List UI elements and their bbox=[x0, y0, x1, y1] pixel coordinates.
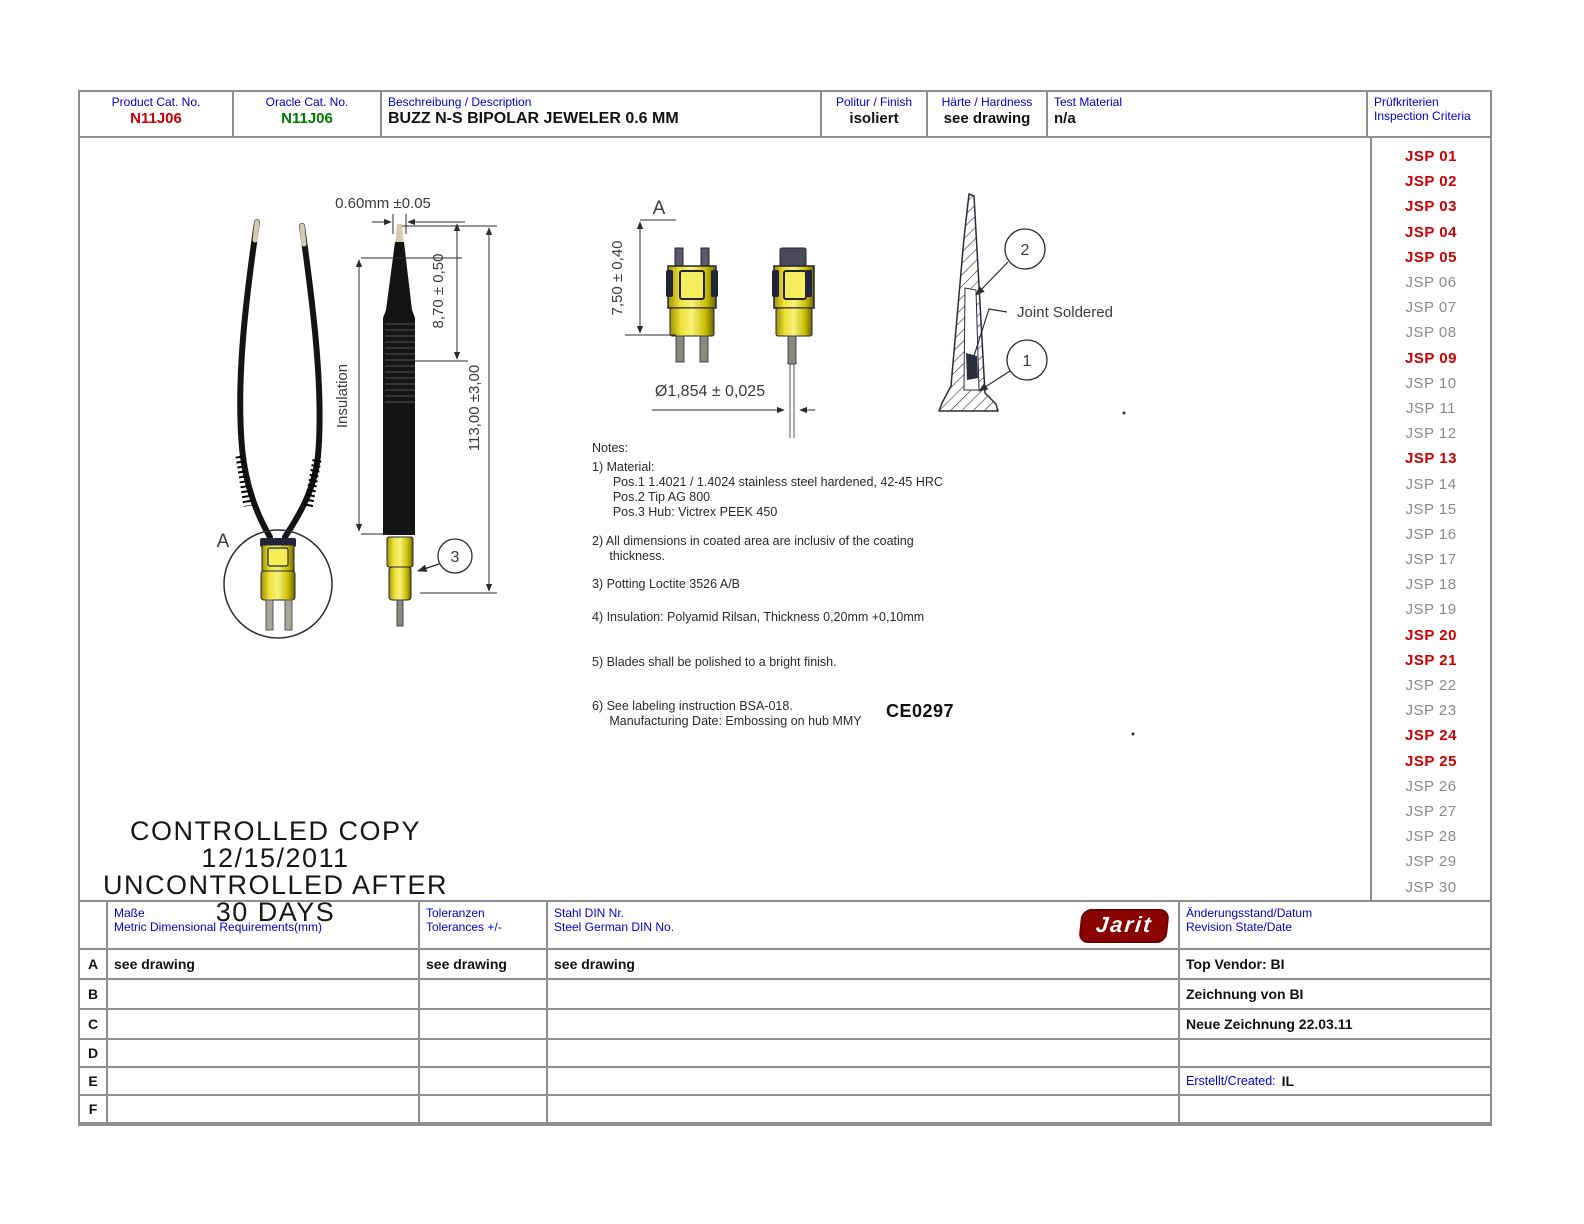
stamp-line-1: CONTROLLED COPY bbox=[129, 816, 422, 846]
note-line: 4) Insulation: Polyamid Rilsan, Thickness 0,20mm +0,10mm bbox=[592, 610, 925, 624]
created-cell bbox=[1180, 1068, 1492, 1096]
dim-hub-height: 7,50 ± 0,40 bbox=[609, 240, 626, 316]
table-cell-empty bbox=[548, 1068, 1180, 1096]
inspection-item: JSP 20 bbox=[1405, 626, 1457, 644]
created-label: Erstellt/Created: bbox=[1186, 1074, 1276, 1088]
inspection-item: JSP 19 bbox=[1405, 601, 1457, 619]
row-letter: C bbox=[80, 1010, 108, 1040]
rev-col-header bbox=[1180, 902, 1492, 950]
joint-soldered-label: Joint Soldered bbox=[1017, 304, 1113, 321]
insulation-label: Insulation bbox=[334, 363, 351, 429]
inspection-item: JSP 21 bbox=[1405, 651, 1457, 669]
note-paragraph bbox=[592, 577, 992, 592]
inspection-label-en: Inspection Criteria bbox=[1374, 109, 1471, 123]
table-cell-empty bbox=[420, 1040, 548, 1068]
finish-value: isoliert bbox=[849, 110, 899, 127]
controlled-copy-stamp bbox=[88, 818, 463, 926]
din-col-label-de: Stahl DIN Nr. bbox=[554, 906, 625, 920]
dim-pin-diameter: Ø1,854 ± 0,025 bbox=[654, 383, 766, 400]
inspection-item: JSP 02 bbox=[1405, 173, 1457, 191]
header-row bbox=[80, 92, 1490, 138]
balloon-3-label: 3 bbox=[450, 549, 460, 566]
table-cell-empty bbox=[1180, 1040, 1492, 1068]
row-letter: A bbox=[80, 950, 108, 980]
dim-bare-length: 8,70 ± 0,50 bbox=[430, 253, 447, 329]
jarit-logo: Jarit bbox=[1078, 909, 1170, 943]
finish-label: Politur / Finish bbox=[835, 95, 913, 109]
inspection-item: JSP 23 bbox=[1405, 702, 1457, 720]
inspection-item: JSP 13 bbox=[1405, 450, 1457, 468]
rev-value-b: Zeichnung von BI bbox=[1180, 980, 1492, 1010]
inspection-item: JSP 03 bbox=[1405, 198, 1457, 216]
table-cell-empty bbox=[108, 1096, 420, 1124]
table-cell-empty bbox=[420, 980, 548, 1010]
dim-total-length: 113,00 ±3,00 bbox=[466, 364, 483, 452]
notes-title: Notes: bbox=[592, 441, 629, 455]
inspection-item: JSP 22 bbox=[1405, 677, 1457, 695]
table-cell-empty bbox=[420, 1096, 548, 1124]
oracle-cat-label: Oracle Cat. No. bbox=[265, 95, 349, 109]
test-material-label: Test Material bbox=[1054, 95, 1123, 109]
test-material-cell bbox=[1048, 92, 1368, 136]
note-line: 2) All dimensions in coated area are inclusiv of the coating bbox=[592, 534, 914, 548]
hardness-label: Härte / Hardness bbox=[941, 95, 1033, 109]
row-letter: D bbox=[80, 1040, 108, 1068]
inspection-label-de: Prüfkriterien bbox=[1374, 95, 1439, 109]
inspection-item: JSP 12 bbox=[1405, 425, 1457, 443]
row-letter: B bbox=[80, 980, 108, 1010]
note-line: 6) See labeling instruction BSA-018. bbox=[592, 699, 793, 713]
table-cell-empty bbox=[1180, 1096, 1492, 1124]
description-label: Beschreibung / Description bbox=[388, 95, 532, 109]
product-cat-label: Product Cat. No. bbox=[111, 95, 201, 109]
hub-detail-views bbox=[609, 198, 815, 438]
row-letter: E bbox=[80, 1068, 108, 1096]
hardness-cell bbox=[928, 92, 1048, 136]
inspection-item: JSP 11 bbox=[1406, 399, 1456, 417]
note-paragraph bbox=[592, 655, 992, 670]
inspection-item: JSP 25 bbox=[1405, 752, 1457, 770]
rev-col-label-de: Änderungsstand/Datum bbox=[1186, 906, 1313, 920]
inspection-item: JSP 01 bbox=[1405, 148, 1457, 166]
note-line: Pos.2 Tip AG 800 bbox=[592, 490, 711, 504]
created-value: IL bbox=[1281, 1073, 1295, 1089]
note-line: Manufacturing Date: Embossing on hub MMY bbox=[592, 714, 862, 728]
description-cell bbox=[382, 92, 822, 136]
balloon-2-label: 2 bbox=[1020, 242, 1030, 259]
notes-block bbox=[592, 441, 992, 729]
stamp-line-3: UNCONTROLLED AFTER 30 DAYS bbox=[102, 870, 449, 927]
note-line: thickness. bbox=[592, 549, 665, 563]
finish-cell bbox=[822, 92, 928, 136]
oracle-cat-value: N11J06 bbox=[281, 110, 333, 127]
inspection-item: JSP 17 bbox=[1405, 551, 1457, 569]
table-cell-empty bbox=[108, 1040, 420, 1068]
note-line: Pos.1 1.4021 / 1.4024 stainless steel hardened, 42-45 HRC bbox=[592, 475, 943, 489]
product-cat-value: N11J06 bbox=[130, 110, 182, 127]
inspection-item: JSP 27 bbox=[1405, 802, 1457, 820]
inspection-item: JSP 05 bbox=[1405, 248, 1457, 266]
rev-col-label-en: Revision State/Date bbox=[1186, 920, 1293, 934]
table-cell-empty bbox=[420, 1010, 548, 1040]
description-value: BUZZ N-S BIPOLAR JEWELER 0.6 MM bbox=[388, 110, 679, 127]
tol-col-label-de: Toleranzen bbox=[426, 906, 485, 920]
dim-col-label-en: Metric Dimensional Requirements(mm) bbox=[114, 920, 323, 934]
test-material-value: n/a bbox=[1054, 110, 1076, 127]
inspection-item: JSP 10 bbox=[1405, 374, 1457, 392]
oracle-cat-cell bbox=[234, 92, 382, 136]
inspection-item: JSP 30 bbox=[1405, 878, 1457, 896]
table-cell-empty bbox=[108, 980, 420, 1010]
inspection-item: JSP 29 bbox=[1405, 853, 1457, 871]
table-cell-empty bbox=[548, 980, 1180, 1010]
tol-value-a: see drawing bbox=[420, 950, 548, 980]
table-cell-empty bbox=[420, 1068, 548, 1096]
inspection-item: JSP 28 bbox=[1405, 828, 1457, 846]
din-col-header bbox=[548, 902, 1180, 950]
forceps-front-view bbox=[217, 222, 332, 638]
inspection-item: JSP 26 bbox=[1405, 777, 1457, 795]
spec-sheet bbox=[78, 90, 1492, 1126]
dim-col-label-de: Maße bbox=[114, 906, 145, 920]
note-line: 3) Potting Loctite 3526 A/B bbox=[592, 577, 741, 591]
inspection-criteria-cell bbox=[1368, 92, 1490, 136]
note-line: 1) Material: bbox=[592, 460, 655, 474]
dim-value-a: see drawing bbox=[108, 950, 420, 980]
ce-mark: CE0297 bbox=[886, 701, 955, 721]
table-cell-empty bbox=[548, 1096, 1180, 1124]
hardness-value: see drawing bbox=[943, 110, 1031, 127]
inspection-list bbox=[1370, 138, 1490, 900]
balloon-1-label: 1 bbox=[1022, 353, 1032, 370]
stamp-line-2: 12/15/2011 bbox=[201, 843, 350, 873]
inspection-item: JSP 07 bbox=[1405, 299, 1457, 317]
footer-table bbox=[80, 902, 1490, 1124]
inspection-item: JSP 06 bbox=[1405, 274, 1457, 292]
company-logo bbox=[1080, 906, 1172, 946]
inspection-item: JSP 09 bbox=[1405, 349, 1457, 367]
din-col-label-en: Steel German DIN No. bbox=[554, 920, 675, 934]
table-cell-empty bbox=[108, 1010, 420, 1040]
inspection-item: JSP 24 bbox=[1405, 727, 1457, 745]
tol-col-label-en: Tolerances +/- bbox=[426, 920, 502, 934]
detail-a-label: A bbox=[216, 531, 230, 552]
view-a-label: A bbox=[652, 198, 666, 219]
inspection-item: JSP 08 bbox=[1405, 324, 1457, 342]
inspection-item: JSP 18 bbox=[1405, 576, 1457, 594]
product-cat-cell bbox=[80, 92, 234, 136]
note-paragraph bbox=[592, 534, 992, 564]
note-line: Pos.3 Hub: Victrex PEEK 450 bbox=[592, 505, 778, 519]
table-cell-empty bbox=[548, 1010, 1180, 1040]
inspection-item: JSP 04 bbox=[1405, 223, 1457, 241]
note-paragraph bbox=[592, 610, 992, 625]
table-cell-empty bbox=[108, 1068, 420, 1096]
note-paragraph bbox=[592, 460, 992, 520]
table-cell-empty bbox=[548, 1040, 1180, 1068]
inspection-item: JSP 14 bbox=[1405, 475, 1457, 493]
rev-value-c: Neue Zeichnung 22.03.11 bbox=[1180, 1010, 1492, 1040]
row-letter: F bbox=[80, 1096, 108, 1124]
dim-tip-width: 0.60mm ±0.05 bbox=[335, 195, 431, 212]
rev-value-a: Top Vendor: BI bbox=[1180, 950, 1492, 980]
note-line: 5) Blades shall be polished to a bright finish. bbox=[592, 655, 837, 669]
forceps-side-view bbox=[383, 224, 472, 626]
inspection-item: JSP 15 bbox=[1405, 500, 1457, 518]
din-value-a: see drawing bbox=[548, 950, 1180, 980]
inspection-item: JSP 16 bbox=[1405, 525, 1457, 543]
